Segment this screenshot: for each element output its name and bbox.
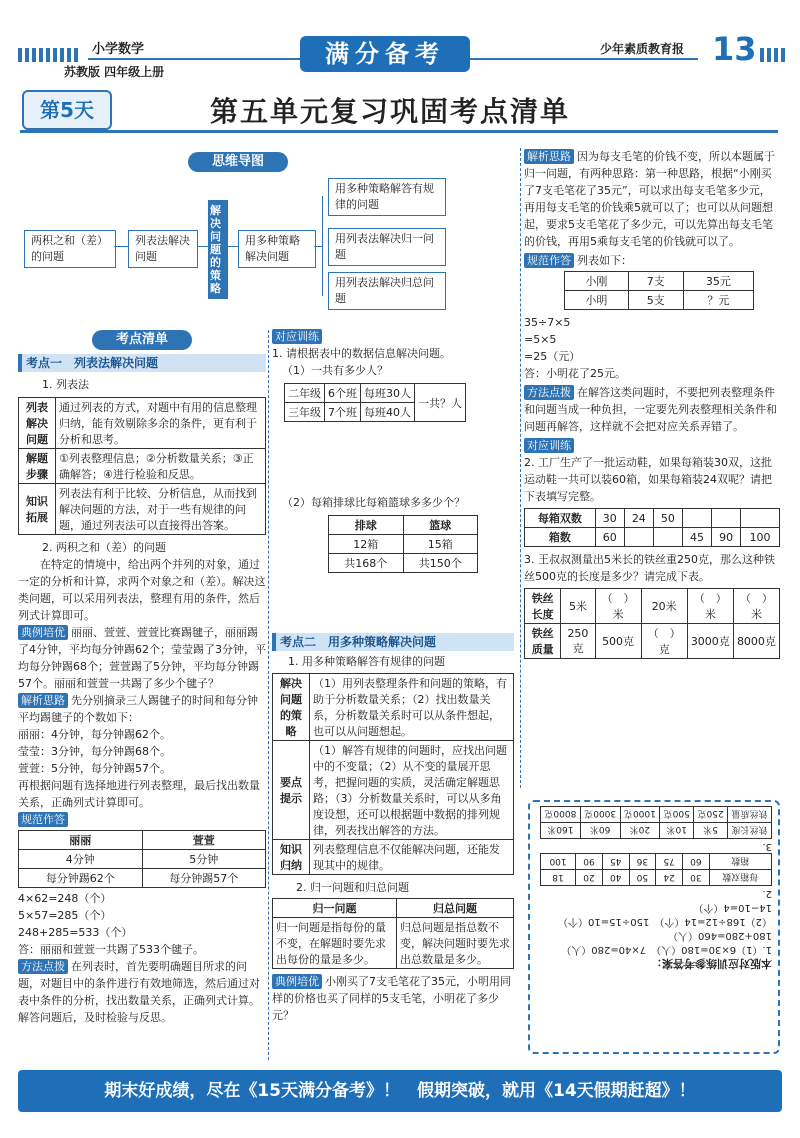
analysis-tag: 解析思路: [18, 693, 68, 708]
wire-cell: 20米: [641, 589, 687, 624]
grade-cell: 每班40人: [361, 403, 415, 422]
right-method-block: [524, 384, 780, 435]
grade-cell: 二年级: [285, 384, 325, 403]
ans2-cell: 50: [629, 870, 656, 886]
point2-sub1: 1. 用多种策略解答有规律的问题: [288, 655, 445, 668]
shoe-cell: [682, 509, 711, 528]
wire-table: [524, 588, 780, 659]
gui-head: 归一问题: [273, 899, 397, 918]
table1-val: 列表法有利于比较、分析信息，从而找到解决问题的方法，对于一些有规律的问题，通过列表法可以直接得出答案。: [56, 484, 266, 535]
shoe-cell: 45: [682, 528, 711, 547]
calc-line: 4×62=248（个）: [18, 892, 112, 905]
answer-box: [528, 800, 780, 1054]
pen-cell: ？元: [683, 291, 753, 310]
mindmap-branch-2: 用列表法解决归一问题: [328, 228, 446, 266]
pen-cell: 5支: [628, 291, 683, 310]
method-table: [18, 397, 266, 535]
mindmap-heading: 思维导图: [188, 152, 288, 172]
wire-cell: （ ）米: [687, 589, 733, 624]
table1-val: ①列表整理信息；②分析数量关系；③正确解答；④进行检验和反思。: [56, 449, 266, 484]
shoe-cell: [624, 528, 653, 547]
ans3-cell: 1000克: [620, 807, 660, 823]
question-1a: （1）一共有多少人？: [282, 364, 388, 377]
table1-key: 列表解决问题: [19, 398, 56, 449]
table2-cell: 每分钟踢57个: [142, 869, 266, 888]
pen-cell: 小明: [565, 291, 629, 310]
analysis-line: 莹莹：3分钟，每分钟踢68个。: [18, 745, 171, 758]
ball-head: 排球: [329, 516, 404, 535]
day-label: 第5天: [22, 90, 112, 130]
left-column: [18, 330, 266, 1026]
wire-cell: 铁丝质量: [525, 624, 561, 659]
answer-title: 本版对应训练参考答案：: [651, 957, 772, 970]
shoe-cell: 60: [595, 528, 624, 547]
title-bar: [20, 88, 778, 133]
table3-key: 知识归纳: [273, 840, 310, 875]
ans2-cell: 75: [656, 854, 683, 870]
sub1: 1. 列表法: [42, 378, 89, 391]
wire-cell: 500克: [595, 624, 641, 659]
ans2-cell: 40: [602, 870, 629, 886]
right-analysis-block: [524, 148, 780, 250]
table2-head: 萱萱: [142, 831, 266, 850]
table1-key: 知识拓展: [19, 484, 56, 535]
training-tag: 对应训练: [272, 329, 322, 344]
answer-line: 1.（1）6×30=180（人） 7×40=280（人）: [561, 944, 772, 955]
example2-tag: 典例培优: [272, 974, 322, 989]
right-calc: 答：小明花了25元。: [524, 367, 626, 380]
strategy-table: [272, 673, 514, 875]
series-title: 满分备考: [300, 36, 470, 72]
mindmap-mid-topic: 列表法解决问题: [128, 230, 198, 268]
wire-cell: （ ）克: [641, 624, 687, 659]
answer-line: 3.: [762, 841, 772, 852]
shoe-cell: 30: [595, 509, 624, 528]
newspaper-name: 少年素质教育报: [600, 42, 685, 56]
question-2: 2. 工厂生产了一批运动鞋，如果每箱装30双，这批运动鞋一共可以装60箱，如果每箱装24双呢？请把下表填写完整。: [524, 456, 772, 503]
answer-table: [18, 830, 266, 888]
ans3-cell: 8000克: [541, 807, 581, 823]
answer-line: 14−10=4（个）: [693, 902, 772, 913]
column-divider: [268, 330, 270, 1060]
shoe-cell: 50: [653, 509, 682, 528]
shoe-cell: 100: [741, 528, 780, 547]
ans3-cell: 铁丝质量: [728, 807, 772, 823]
method-text: 在列表时，首先要明确题目所求的问题，对题目中的条件进行有效地筛选，然后通过对表中条件的分析，找出数量关系，正确列式计算。解答问题后，及时检验与反思。: [18, 960, 260, 1024]
table2-cell: 4分钟: [19, 850, 143, 869]
ans3-cell: 5米: [694, 823, 728, 839]
ans2-cell: 24: [656, 870, 683, 886]
ans2-table: [540, 853, 772, 886]
ans3-cell: 20米: [620, 823, 660, 839]
grade-cell: 6个班: [325, 384, 361, 403]
table2-cell: 5分钟: [142, 850, 266, 869]
point1-title: 考点一 列表法解决问题: [18, 354, 266, 372]
right-train-tag: 对应训练: [524, 438, 574, 453]
example2-block: [272, 973, 514, 1024]
answer-line: 2.: [762, 888, 772, 899]
ans2-cell: 30: [682, 870, 709, 886]
right-std-tag: 规范作答: [524, 253, 574, 268]
mindmap: [18, 148, 450, 305]
mindmap-center-label: 解决问题的策略: [208, 200, 228, 299]
table3-val: （1）用列表整理条件和问题的策略，有助于分析数量关系；（2）找出数量关系，分析数量关系时可以从条件想起，也可以从问题想起。: [310, 674, 514, 741]
ans3-cell: 500克: [660, 807, 694, 823]
table1-key: 解题步骤: [19, 449, 56, 484]
gui-table: [272, 898, 514, 969]
table3-val: 列表整理信息不仅能解决问题，还能发现其中的规律。: [310, 840, 514, 875]
point2-title: 考点二 用多种策略解决问题: [272, 633, 514, 651]
example-block: [18, 624, 266, 692]
ans3-table: [540, 806, 772, 839]
wire-cell: 3000克: [687, 624, 733, 659]
example-text: 丽丽、萱萱、萱萱比赛踢毽子，丽丽踢了4分钟，平均每分钟踢62个；莹莹踢了3分钟，平均每分钟踢68个；萱萱踢了5分钟，平均每分钟踢57个。丽丽和萱萱一共踢了多少个毽子？: [18, 626, 266, 690]
right-column: [524, 148, 780, 659]
right-calc: =25（元）: [524, 350, 581, 363]
sub2: 2. 两积之和（差）的问题: [42, 541, 166, 554]
wire-cell: 5米: [561, 589, 595, 624]
example-tag: 典例培优: [18, 625, 68, 640]
ball-cell: 共150个: [403, 554, 478, 573]
shoe-cell: [741, 509, 780, 528]
ans3-cell: 60米: [580, 823, 620, 839]
right-calc: 35÷7×5: [524, 316, 571, 329]
pen-cell: 35元: [683, 272, 753, 291]
ball-table: [328, 515, 478, 573]
mindmap-right-topic: 用多种策略解决问题: [238, 230, 316, 268]
header: [0, 0, 800, 80]
middle-column: [272, 328, 514, 1024]
sub2-paragraph: 在特定的情境中，给出两个并列的对象，通过一定的分析和计算，求两个对象之和（差）。解决这类问题，可以采用列表法，整理有用的条件，然后列式计算即可。: [18, 558, 266, 622]
wire-cell: 8000克: [733, 624, 779, 659]
ans2-cell: 18: [541, 870, 576, 886]
calc-line: 5×57=285（个）: [18, 909, 112, 922]
answer-line: （2）168÷12=14（个） 150÷15=10（个）: [558, 916, 772, 927]
shoe-cell: 90: [712, 528, 741, 547]
table2-head: 丽丽: [19, 831, 143, 850]
standard-answer-tag: 规范作答: [18, 812, 68, 827]
ans3-cell: 250克: [694, 807, 728, 823]
ans2-cell: 箱数: [709, 854, 771, 870]
ans2-cell: 60: [682, 854, 709, 870]
ans2-cell: 20: [576, 870, 603, 886]
ball-cell: 共168个: [329, 554, 404, 573]
ans2-cell: 每箱双数: [709, 870, 771, 886]
ans3-cell: 160米: [541, 823, 581, 839]
gui-cell: 归一问题是指每份的量不变，在解题时要先求出每份的量是多少。: [273, 918, 397, 969]
calc-line: 答：丽丽和萱萱一共踢了533个毽子。: [18, 943, 204, 956]
method-block: [18, 958, 266, 1026]
gui-cell: 归总问题是指总数不变，解决问题时要先求出总数量是多少。: [397, 918, 514, 969]
grade-cell: 7个班: [325, 403, 361, 422]
right-std-intro: 列表如下：: [577, 254, 632, 267]
table3-key: 解决问题的策略: [273, 674, 310, 741]
page-title: 第五单元复习巩固考点清单: [210, 95, 571, 128]
shoe-cell: [712, 509, 741, 528]
footer-banner: 期末好成绩，尽在《15天满分备考》！ 假期突破，就用《14天假期赶超》！: [18, 1070, 782, 1112]
method-tag: 方法点拨: [18, 959, 68, 974]
page-number: 13: [712, 30, 757, 68]
shoe-table: [524, 508, 780, 547]
grade-cell: 每班30人: [361, 384, 415, 403]
analysis-block: [18, 692, 266, 726]
gui-head: 归总问题: [397, 899, 514, 918]
shoe-cell: [653, 528, 682, 547]
analysis-text: 先分别摘录三人踢毽子的时间和每分钟平均踢毽子的个数如下：: [18, 694, 258, 724]
column-divider: [520, 148, 522, 788]
table3-key: 要点提示: [273, 741, 310, 840]
grade-table: [284, 383, 466, 422]
mindmap-left-topic: 两积之和（差）的问题: [24, 230, 116, 268]
example2-text: 小刚买了7支毛笔花了35元，小明用同样的价格也买了同样的5支毛笔，小明花了多少元？: [272, 975, 511, 1022]
question-1b: （2）每箱排球比每箱篮球多多少个？: [282, 496, 465, 509]
header-stripes-right: [760, 48, 788, 62]
analysis-line: 萱萱：5分钟，每分钟踢57个。: [18, 762, 171, 775]
ball-cell: 15箱: [403, 535, 478, 554]
mindmap-branch-3: 用列表法解决归总问题: [328, 272, 446, 310]
ans2-cell: 36: [629, 854, 656, 870]
point2-sub2: 2. 归一问题和归总问题: [296, 881, 409, 894]
right-method-text: 在解答这类问题时，不要把列表整理条件和问题当成一种负担，一定要先列表整理相关条件和问题再解答，这样就不会把对应关系弄错了。: [524, 386, 777, 433]
wire-cell: （ ）米: [595, 589, 641, 624]
table3-val: （1）解答有规律的问题时，应找出问题中的不变量；（2）从不变的量展开思考，把握问题的实质，灵活确定解题思路；（3）分析数量关系时，可以从多角度设想，还可以根据题中数据的排列规律，列表找出解答的方法。: [310, 741, 514, 840]
answer-line: 180+280=460（人）: [667, 930, 772, 941]
pen-cell: 7支: [628, 272, 683, 291]
pen-table: [564, 271, 754, 310]
ans2-cell: 100: [541, 854, 576, 870]
wire-cell: （ ）米: [733, 589, 779, 624]
ans3-cell: 10米: [660, 823, 694, 839]
right-method-tag: 方法点拨: [524, 385, 574, 400]
calc-line: 248+285=533（个）: [18, 926, 133, 939]
table2-cell: 每分钟踢62个: [19, 869, 143, 888]
question-1: 1. 请根据表中的数据信息解决问题。: [272, 347, 451, 360]
question-3: 3. 王叔叔测量出5米长的铁丝重250克，那么这种铁丝500克的长度是多少？请完成下表。: [524, 553, 775, 583]
ans3-cell: 铁丝长度: [728, 823, 772, 839]
kaodian-heading: 考点清单: [92, 330, 192, 350]
table1-val: 通过列表的方式，对题中有用的信息整理归纳，能有效剔除多余的条件，更有利于分析和思考。: [56, 398, 266, 449]
header-stripes: [18, 48, 78, 62]
ball-cell: 12箱: [329, 535, 404, 554]
analysis-end: 再根据问题有选择地进行列表整理，最后找出数量关系，正确列式计算即可。: [18, 779, 260, 809]
right-analysis-tag: 解析思路: [524, 149, 574, 164]
grade-cell: 三年级: [285, 403, 325, 422]
header-edition: 苏教版 四年级上册: [64, 65, 165, 79]
ans2-cell: 90: [576, 854, 603, 870]
grade-total: 一共？人: [415, 384, 466, 422]
mindmap-branch-1: 用多种策略解答有规律的问题: [328, 178, 446, 216]
ans3-cell: 3000克: [580, 807, 620, 823]
ball-head: 篮球: [403, 516, 478, 535]
shoe-cell: 24: [624, 509, 653, 528]
ans2-cell: 45: [602, 854, 629, 870]
wire-cell: 铁丝长度: [525, 589, 561, 624]
shoe-cell: 箱数: [525, 528, 596, 547]
header-subject: 小学数学: [92, 42, 145, 57]
wire-cell: 250克: [561, 624, 595, 659]
right-calc: =5×5: [524, 333, 557, 346]
analysis-line: 丽丽：4分钟，每分钟踢62个。: [18, 728, 171, 741]
pen-cell: 小刚: [565, 272, 629, 291]
right-analysis-text: 因为每支毛笔的价钱不变，所以本题属于归一问题，有两种思路：第一种思路，根据“小刚买了7支毛笔花了35元”，可以求出每支毛笔多少元，再用每支毛笔的价钱乘5就可以了；也可以从问题想起，要求5支毛笔花了多少元，可以先算出每支毛笔的价钱，再用5乘每支毛笔的价钱就可以了。: [524, 150, 775, 248]
shoe-cell: 每箱双数: [525, 509, 596, 528]
